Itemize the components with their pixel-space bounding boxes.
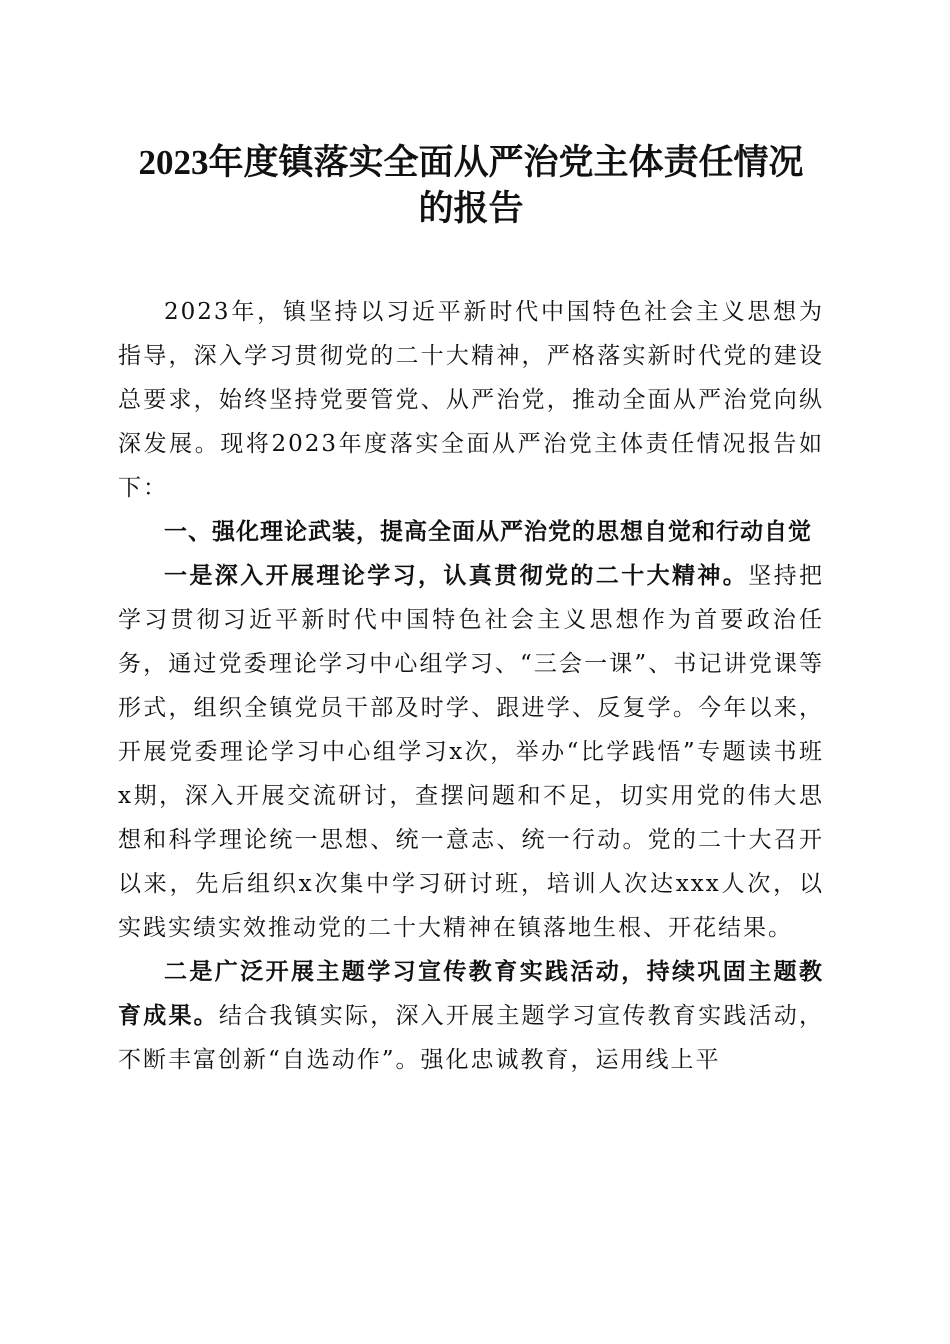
item-2-lead: 二是广泛开展主题学习宣传教育实践活动，持续巩固主题教育成果。 [118,958,824,1029]
item-1-body: 坚持把学习贯彻习近平新时代中国特色社会主义思想作为首要政治任务，通过党委理论学习中心组学习、“三会一课”、书记讲党课等形式，组织全镇党员干部及时学、跟进学、反复学。今年以来，开展党委理论学习中心组学习x次，举办“比学践悟”专题读书班x期，深入开展交流研讨，查摆问题和不足，切实用党的伟大思想和科学理论统一思想、统一意志、统一行动。党的二十大召开以来，先后组织x次集中学习研讨班，培训人次达xxx人次，以实践实绩实效推动党的二十大精神在镇落地生根、开花结果。 [118,563,825,941]
item-1-paragraph [118,554,824,950]
item-2-body: 结合我镇实际，深入开展主题学习宣传教育实践活动，不断丰富创新“自选动作”。强化忠诚教育，运用线上平 [118,1003,825,1073]
item-2-paragraph [118,950,824,1082]
intro-paragraph: 2023年，镇坚持以习近平新时代中国特色社会主义思想为指导，深入学习贯彻党的二十大精神，严格落实新时代党的建设总要求，始终坚持党要管党、从严治党，推动全面从严治党向纵深发展。现将2023年度落实全面从严治党主体责任情况报告如下： [118,299,824,501]
item-1-lead: 一是深入开展理论学习，认真贯彻党的二十大精神。 [164,562,749,589]
document-body [118,290,824,1082]
section-1-heading: 一、强化理论武装，提高全面从严治党的思想自觉和行动自觉 [164,519,812,545]
document-title [118,140,824,232]
document-page [118,140,824,1082]
title-line-1: 2023年度镇落实全面从严治党主体责任情况 [138,143,804,182]
title-line-2: 的报告 [418,189,524,228]
